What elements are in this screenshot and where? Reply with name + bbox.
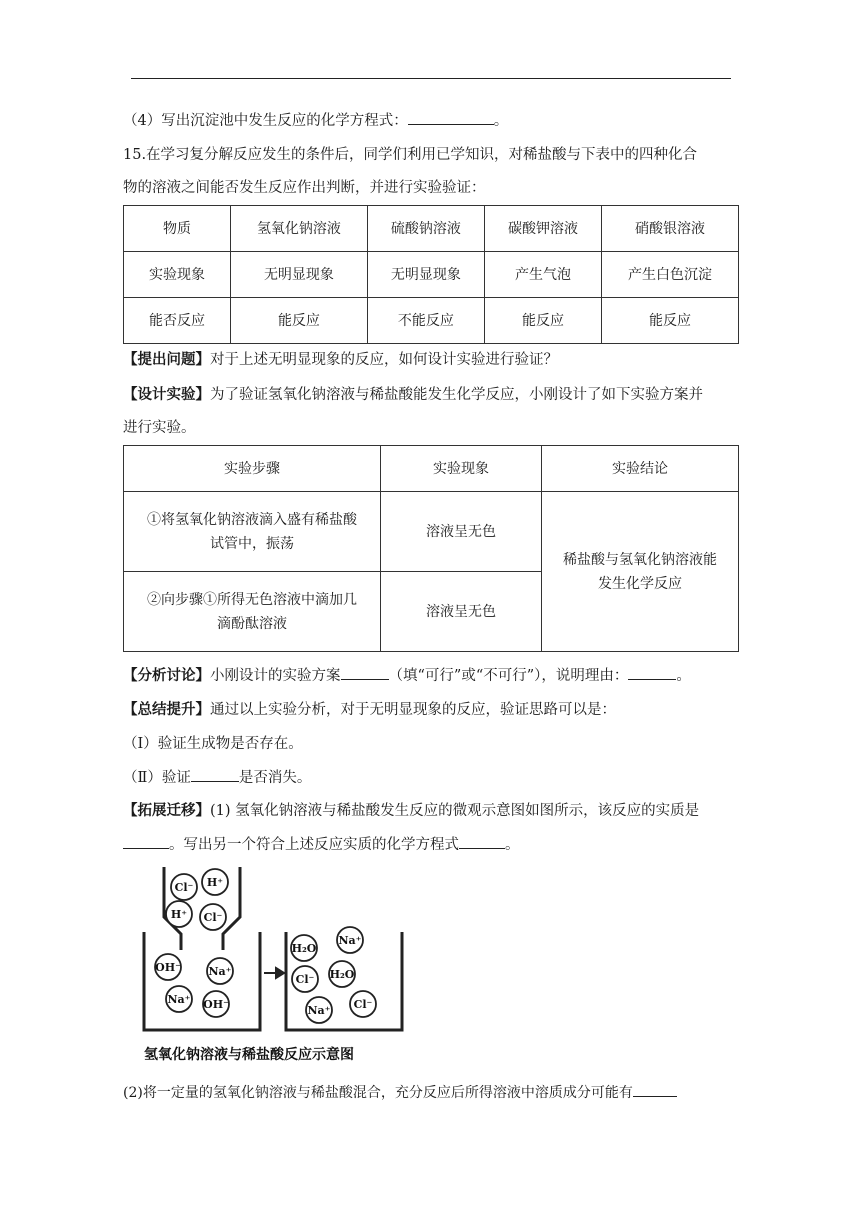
right-ion-2: [292, 966, 318, 992]
table-row: [124, 446, 739, 492]
left-ion-1: [202, 869, 228, 895]
experiment-table: [123, 445, 739, 652]
answer-blank[interactable]: [191, 767, 239, 782]
left-ion-7: [203, 991, 229, 1017]
conclusion: 稀盐酸与氢氧化钠溶液能 发生化学反应: [542, 492, 739, 652]
left-ion-label: H⁺: [206, 876, 224, 889]
left-ion-6: [166, 986, 192, 1012]
table-cell: 硝酸银溶液: [602, 206, 739, 252]
table-cell: 碳酸钾溶液: [484, 206, 601, 252]
step-2: ②向步骤①所得无色溶液中滴加几 滴酚酞溶液: [124, 572, 381, 652]
answer-blank[interactable]: [123, 834, 169, 849]
right-ion-5: [350, 991, 376, 1017]
left-ion-label: Cl⁻: [174, 881, 194, 894]
extension-2: 。写出另一个符合上述反应实质的化学方程式 。: [123, 834, 520, 855]
right-ion-label: Cl⁻: [295, 973, 315, 986]
table-header: 实验步骤: [124, 446, 381, 492]
table-row: [124, 492, 739, 572]
right-ion-3: [329, 961, 355, 987]
right-ion-label: Cl⁻: [353, 998, 373, 1011]
answer-blank[interactable]: [341, 665, 389, 680]
table-row: [124, 298, 739, 344]
table-cell: 氢氧化钠溶液: [231, 206, 368, 252]
right-ion-label: Na⁺: [338, 934, 362, 947]
diagram-caption: 氢氧化钠溶液与稀盐酸反应示意图: [144, 1047, 354, 1063]
summary: 【总结提升】通过以上实验分析，对于无明显现象的反应，验证思路可以是：: [123, 701, 616, 718]
answer-blank[interactable]: [633, 1082, 677, 1097]
reaction-table: [123, 205, 739, 344]
reaction-diagram: [138, 862, 408, 1067]
right-ion-0: [291, 935, 317, 961]
observation-2: 溶液呈无色: [381, 572, 542, 652]
left-ion-2: [166, 901, 192, 927]
table-cell: 硫酸钠溶液: [367, 206, 484, 252]
right-ion-label: Na⁺: [307, 1004, 331, 1017]
ask-question: 【提出问题】对于上述无明显现象的反应，如何设计实验进行验证？: [123, 351, 558, 368]
table-cell: 物质: [124, 206, 231, 252]
table-row: [124, 252, 739, 298]
left-ion-label: H⁺: [170, 908, 188, 921]
table-cell: 能反应: [602, 298, 739, 344]
question-15-intro-1: 15.在学习复分解反应发生的条件后，同学们利用已学知识，对稀盐酸与下表中的四种化合: [123, 147, 698, 163]
table-cell: 能否反应: [124, 298, 231, 344]
table-cell: 能反应: [231, 298, 368, 344]
design-experiment-1: 【设计实验】为了验证氢氧化钠溶液与稀盐酸能发生化学反应，小刚设计了如下实验方案并: [123, 386, 703, 403]
left-ion-0: [171, 874, 197, 900]
table-cell: 产生气泡: [484, 252, 601, 298]
left-ion-label: Na⁺: [208, 965, 232, 978]
step-1: ①将氢氧化钠溶液滴入盛有稀盐酸 试管中，振荡: [124, 492, 381, 572]
left-ion-label: OH⁻: [155, 961, 181, 974]
answer-blank[interactable]: [408, 110, 494, 125]
table-cell: 能反应: [484, 298, 601, 344]
table-cell: 实验现象: [124, 252, 231, 298]
idea-1: （Ⅰ）验证生成物是否存在。: [123, 736, 303, 752]
left-ion-3: [200, 904, 226, 930]
extension-1: 【拓展迁移】(1) 氢氧化钠溶液与稀盐酸发生反应的微观示意图如图所示，该反应的实质是: [123, 802, 700, 819]
answer-blank[interactable]: [459, 834, 505, 849]
table-cell: 无明显现象: [367, 252, 484, 298]
right-ion-label: H₂O: [291, 942, 317, 955]
question-15-intro-2: 物的溶液之间能否发生反应作出判断，并进行实验验证：: [123, 180, 486, 196]
answer-blank[interactable]: [628, 665, 676, 680]
design-experiment-2: 进行实验。: [123, 420, 196, 436]
observation-1: 溶液呈无色: [381, 492, 542, 572]
right-ion-label: H₂O: [329, 968, 355, 981]
right-ion-1: [337, 927, 363, 953]
table-cell: 无明显现象: [231, 252, 368, 298]
left-ion-label: OH⁻: [203, 998, 229, 1011]
table-header: 实验现象: [381, 446, 542, 492]
question-2: (2)将一定量的氢氧化钠溶液与稀盐酸混合，充分反应后所得溶液中溶质成分可能有: [123, 1082, 677, 1103]
table-cell: 不能反应: [367, 298, 484, 344]
table-header: 实验结论: [542, 446, 739, 492]
right-ion-4: [306, 997, 332, 1023]
analysis-discussion: 【分析讨论】小刚设计的实验方案 （填“可行”或“不可行”），说明理由： 。: [123, 667, 691, 684]
left-ion-5: [207, 958, 233, 984]
left-ion-label: Cl⁻: [203, 911, 223, 924]
question-4: （4）写出沉淀池中发生反应的化学方程式： 。: [123, 110, 508, 131]
left-ion-4: [155, 954, 181, 980]
idea-2: （Ⅱ）验证 是否消失。: [123, 767, 311, 788]
arrow-icon: [264, 968, 284, 978]
header-rule: [131, 78, 731, 79]
table-row: [124, 206, 739, 252]
left-beaker: [144, 932, 260, 1030]
left-ion-label: Na⁺: [167, 993, 191, 1006]
table-cell: 产生白色沉淀: [602, 252, 739, 298]
